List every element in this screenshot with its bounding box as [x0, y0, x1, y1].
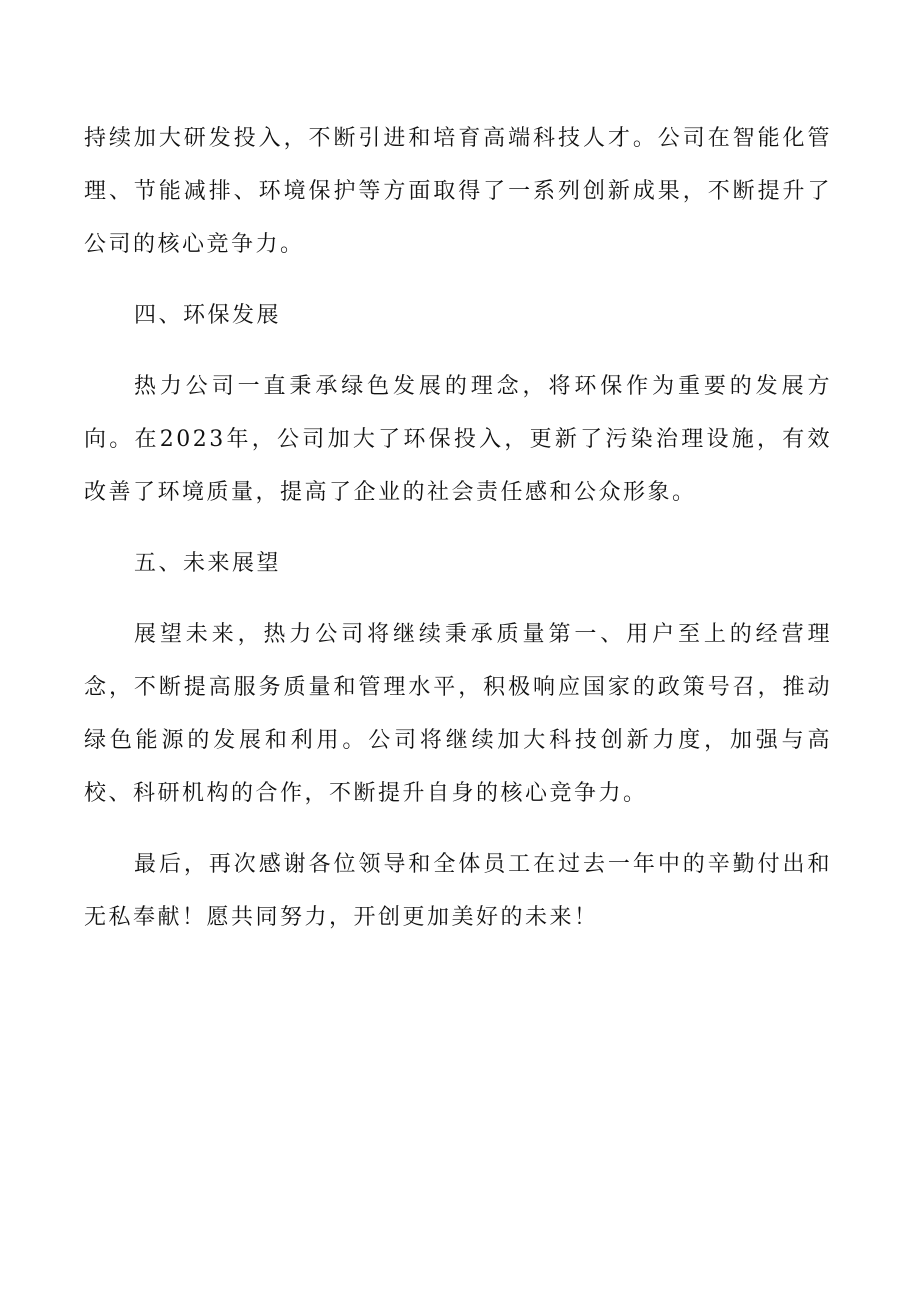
section-heading-environmental-development: 四、环保发展 — [134, 303, 282, 328]
paragraph-future-outlook: 展望未来，热力公司将继续秉承质量第一、用户至上的经营理念，不断提高服务质量和管理水平，积极响应国家的政策号召，推动绿色能源的发展和利用。公司将继续加大科技创新力度，加强与高校、科研机构的合作，不断提升自身的核心竞争力。 — [84, 622, 832, 806]
paragraph-continuation-rnd: 持续加大研发投入，不断引进和培育高端科技人才。公司在智能化管理、节能减排、环境保护等方面取得了一系列创新成果，不断提升了公司的核心竞争力。 — [84, 126, 832, 257]
paragraph-environmental-development: 热力公司一直秉承绿色发展的理念，将环保作为重要的发展方向。在2023年，公司加大了环保投入，更新了污染治理设施，有效改善了环境质量，提高了企业的社会责任感和公众形象。 — [84, 374, 832, 505]
section-heading-future-outlook: 五、未来展望 — [134, 551, 282, 576]
document-body — [84, 112, 832, 944]
paragraph-closing-thanks: 最后，再次感谢各位领导和全体员工在过去一年中的辛勤付出和无私奉献！愿共同努力，开创更加美好的未来！ — [84, 852, 832, 930]
